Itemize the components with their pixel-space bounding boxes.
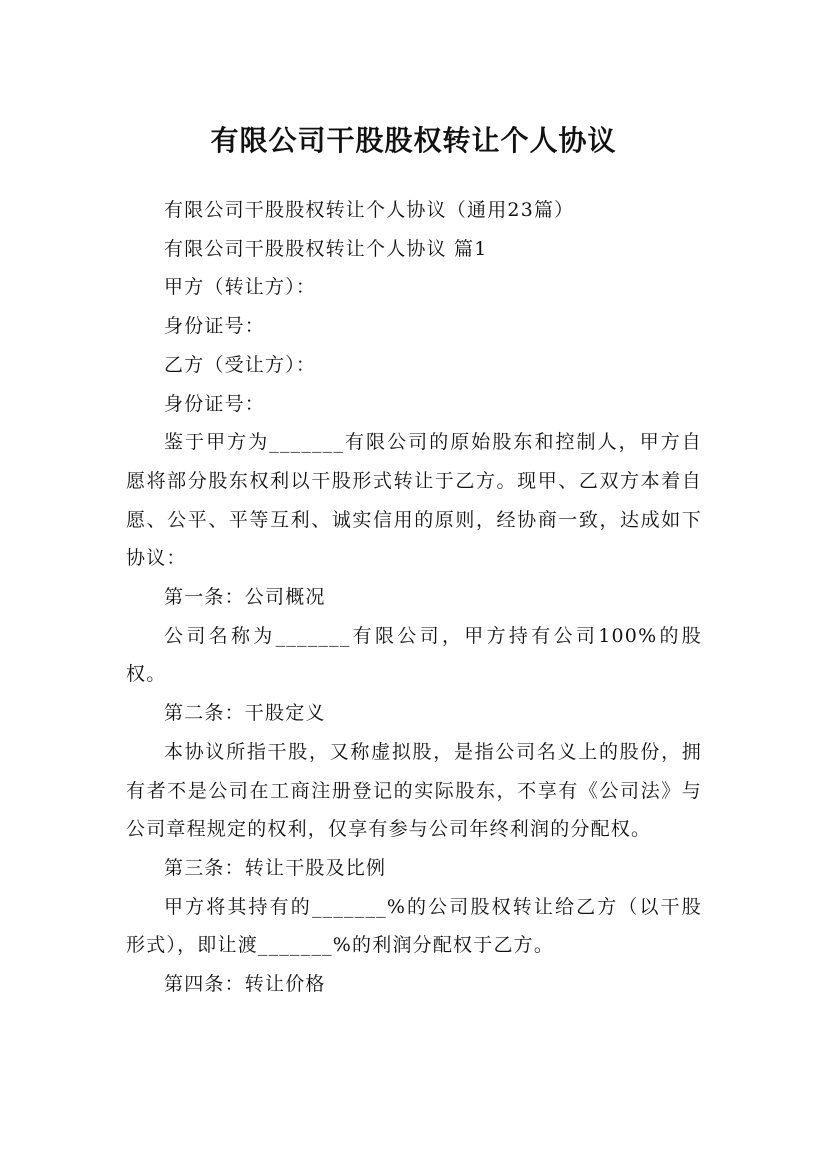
paragraph-section-heading: 有限公司干股股权转让个人协议 篇1 (164, 237, 488, 260)
paragraph-party-b-id: 身份证号： (164, 392, 266, 415)
paragraph-preamble: 鉴于甲方为_______有限公司的原始股东和控制人，甲方自愿将部分股东权利以干股形式转让于乙方。现甲、乙双方本着自愿、公平、平等互利、诚实信用的原则，经协商一致，达成如下协议： (126, 431, 702, 570)
paragraph-article-4-heading: 第四条：转让价格 (164, 973, 326, 996)
document-title: 有限公司干股股权转让个人协议 (210, 123, 617, 157)
document-body (126, 191, 702, 1004)
paragraph-party-b: 乙方（受让方）： (164, 353, 317, 376)
paragraph-article-1-body: 公司名称为_______有限公司，甲方持有公司100%的股权。 (126, 624, 702, 686)
paragraph-party-a: 甲方（转让方）： (164, 276, 317, 299)
paragraph-article-3-heading: 第三条：转让干股及比例 (164, 856, 387, 879)
paragraph-article-3-body: 甲方将其持有的_______%的公司股权转让给乙方（以干股形式），即让渡_______%的利润分配权于乙方。 (126, 895, 702, 957)
paragraph-article-2-body: 本协议所指干股，又称虚拟股，是指公司名义上的股份，拥有者不是公司在工商注册登记的实际股东，不享有《公司法》与公司章程规定的权利，仅享有参与公司年终利润的分配权。 (126, 740, 702, 841)
paragraph-article-2-heading: 第二条：干股定义 (164, 702, 326, 725)
paragraph-subtitle: 有限公司干股股权转让个人协议（通用23篇） (164, 199, 575, 221)
paragraph-article-1-heading: 第一条：公司概况 (164, 586, 326, 609)
paragraph-party-a-id: 身份证号： (164, 315, 266, 338)
